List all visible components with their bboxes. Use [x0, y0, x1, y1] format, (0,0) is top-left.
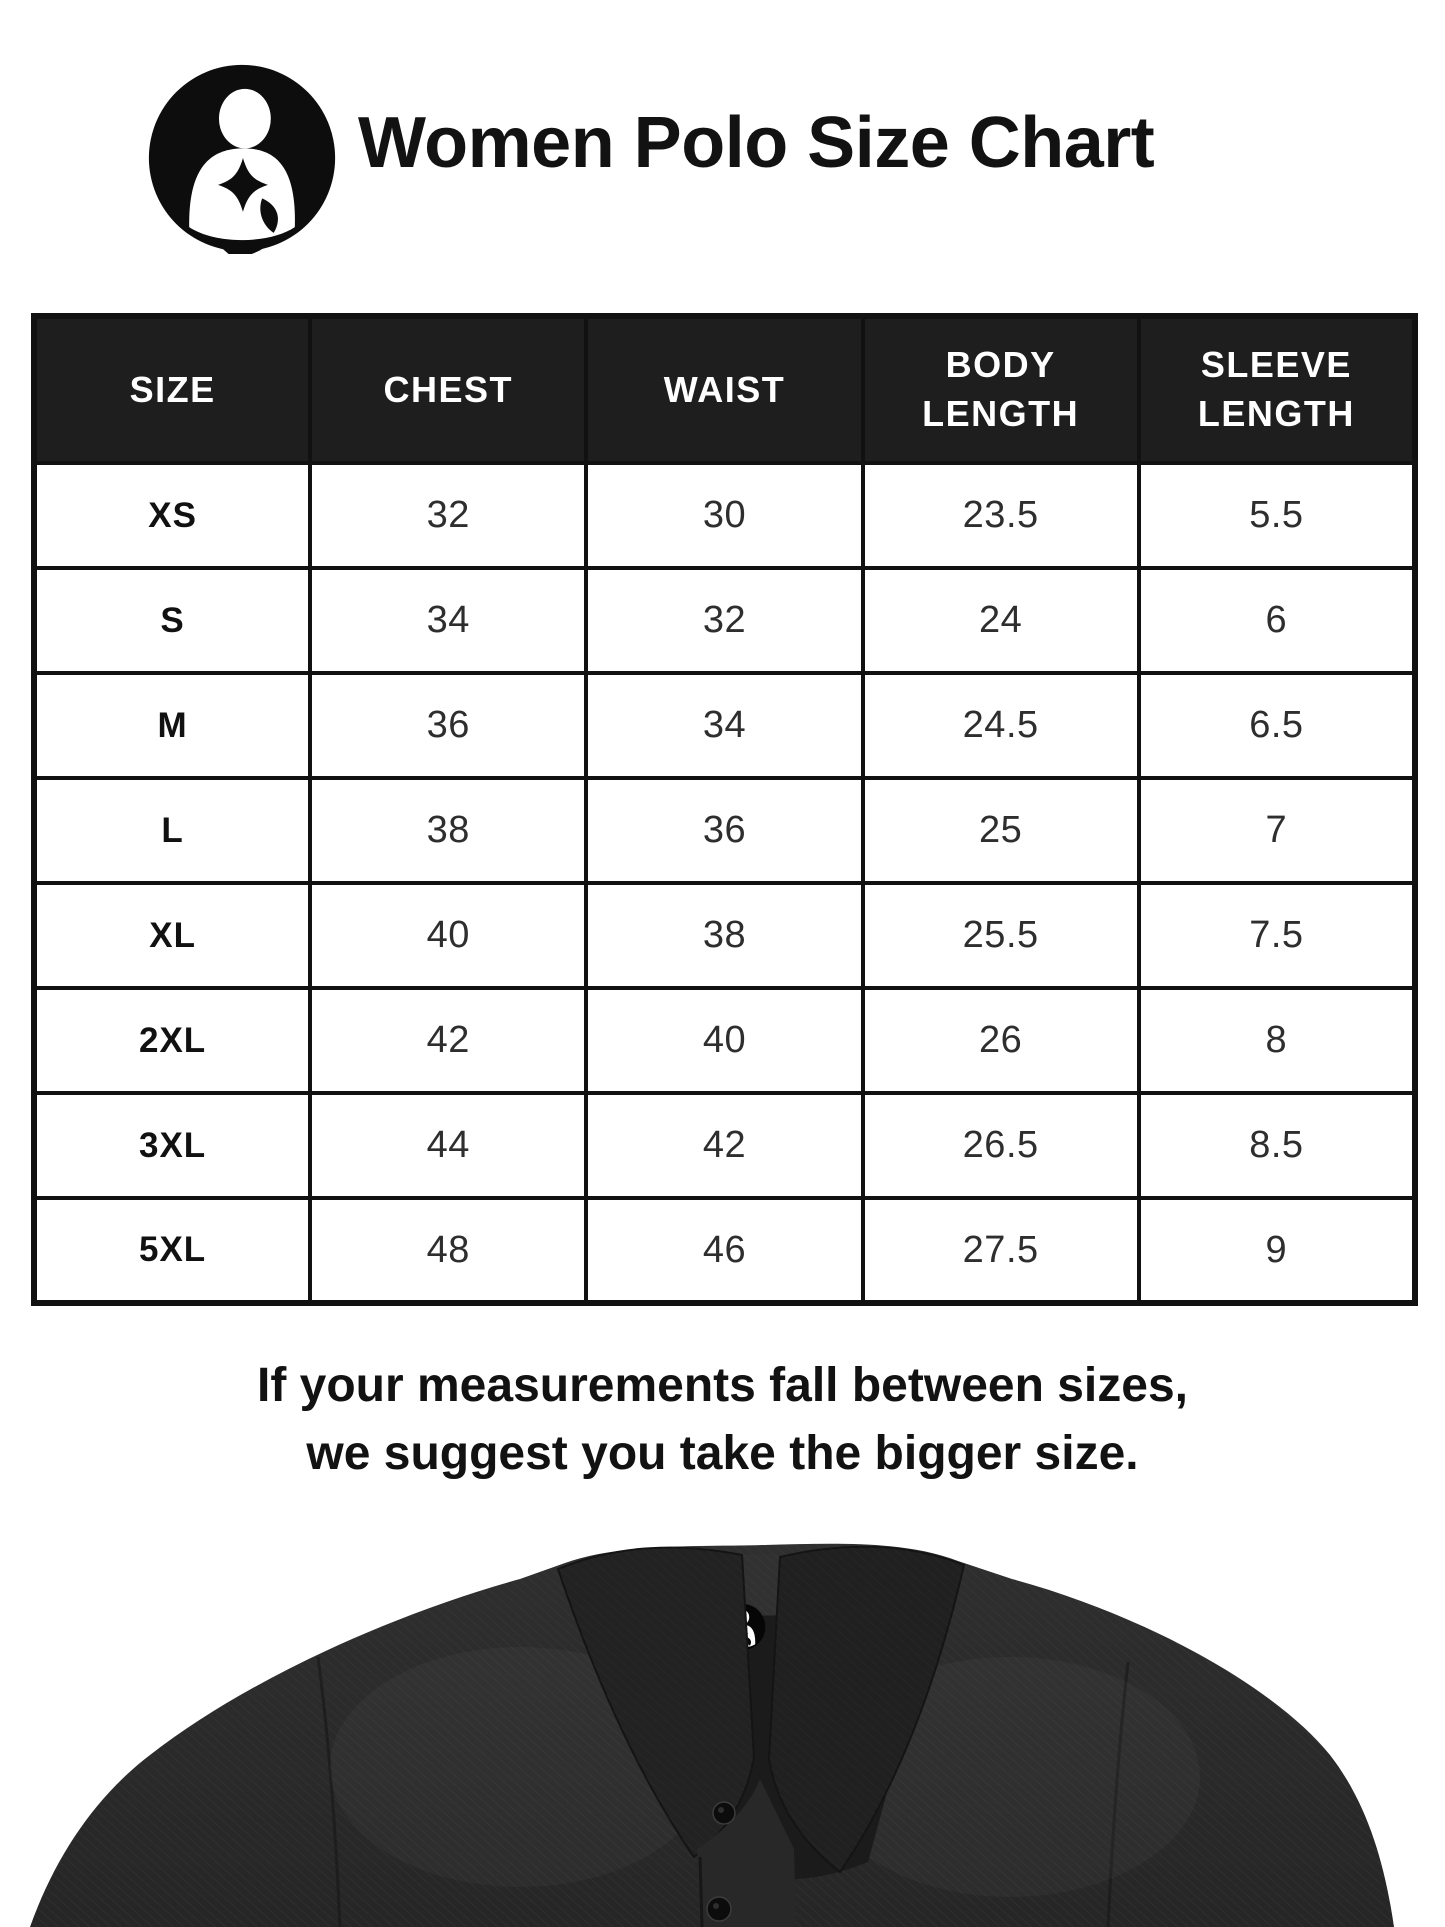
- body-length-value: 25.5: [863, 883, 1139, 988]
- polo-shirt-image: [0, 1517, 1445, 1927]
- size-label: S: [34, 568, 310, 673]
- chest-value: 44: [310, 1093, 586, 1198]
- sleeve-length-value: 7: [1139, 778, 1415, 883]
- table-row: [34, 883, 1415, 988]
- chest-value: 40: [310, 883, 586, 988]
- table-row: [34, 568, 1415, 673]
- brand-logo-icon: [146, 62, 338, 254]
- sleeve-length-value: 7.5: [1139, 883, 1415, 988]
- body-length-value: 27.5: [863, 1198, 1139, 1303]
- sizing-note-line1: If your measurements fall between sizes,: [256, 1359, 1188, 1412]
- table-row: [34, 1093, 1415, 1198]
- chest-value: 32: [310, 463, 586, 568]
- sizing-note-line2: we suggest you take the bigger size.: [306, 1427, 1139, 1480]
- chest-value: 42: [310, 988, 586, 1093]
- chest-value: 36: [310, 673, 586, 778]
- waist-value: 42: [586, 1093, 862, 1198]
- waist-value: 32: [586, 568, 862, 673]
- body-length-value: 26.5: [863, 1093, 1139, 1198]
- waist-value: 38: [586, 883, 862, 988]
- size-label: XL: [34, 883, 310, 988]
- waist-value: 30: [586, 463, 862, 568]
- column-header-size: SIZE: [34, 316, 310, 463]
- placket-button: [707, 1897, 731, 1921]
- waist-value: 40: [586, 988, 862, 1093]
- sleeve-length-value: 8.5: [1139, 1093, 1415, 1198]
- waist-value: 34: [586, 673, 862, 778]
- table-row: [34, 778, 1415, 883]
- body-length-value: 24: [863, 568, 1139, 673]
- waist-value: 46: [586, 1198, 862, 1303]
- table-row: [34, 988, 1415, 1093]
- page-title: Women Polo Size Chart: [358, 103, 1155, 183]
- body-length-value: 25: [863, 778, 1139, 883]
- size-label: 5XL: [34, 1198, 310, 1303]
- table-header-row: [34, 316, 1415, 463]
- sizing-note: [0, 1352, 1445, 1488]
- column-header-sleeve-length: SLEEVE LENGTH: [1139, 316, 1415, 463]
- body-length-value: 24.5: [863, 673, 1139, 778]
- collar-button: [713, 1802, 735, 1824]
- size-label: M: [34, 673, 310, 778]
- body-length-value: 23.5: [863, 463, 1139, 568]
- waist-value: 36: [586, 778, 862, 883]
- column-header-waist: WAIST: [586, 316, 862, 463]
- size-label: L: [34, 778, 310, 883]
- column-header-chest: CHEST: [310, 316, 586, 463]
- sleeve-length-value: 9: [1139, 1198, 1415, 1303]
- sleeve-length-value: 6.5: [1139, 673, 1415, 778]
- chest-value: 34: [310, 568, 586, 673]
- sleeve-length-value: 5.5: [1139, 463, 1415, 568]
- table-row: [34, 463, 1415, 568]
- size-label: XS: [34, 463, 310, 568]
- body-length-value: 26: [863, 988, 1139, 1093]
- chest-value: 38: [310, 778, 586, 883]
- size-label: 2XL: [34, 988, 310, 1093]
- chest-value: 48: [310, 1198, 586, 1303]
- size-table: [31, 313, 1418, 1306]
- table-row: [34, 1198, 1415, 1303]
- sleeve-length-value: 6: [1139, 568, 1415, 673]
- size-label: 3XL: [34, 1093, 310, 1198]
- table-row: [34, 673, 1415, 778]
- sleeve-length-value: 8: [1139, 988, 1415, 1093]
- column-header-body-length: BODY LENGTH: [863, 316, 1139, 463]
